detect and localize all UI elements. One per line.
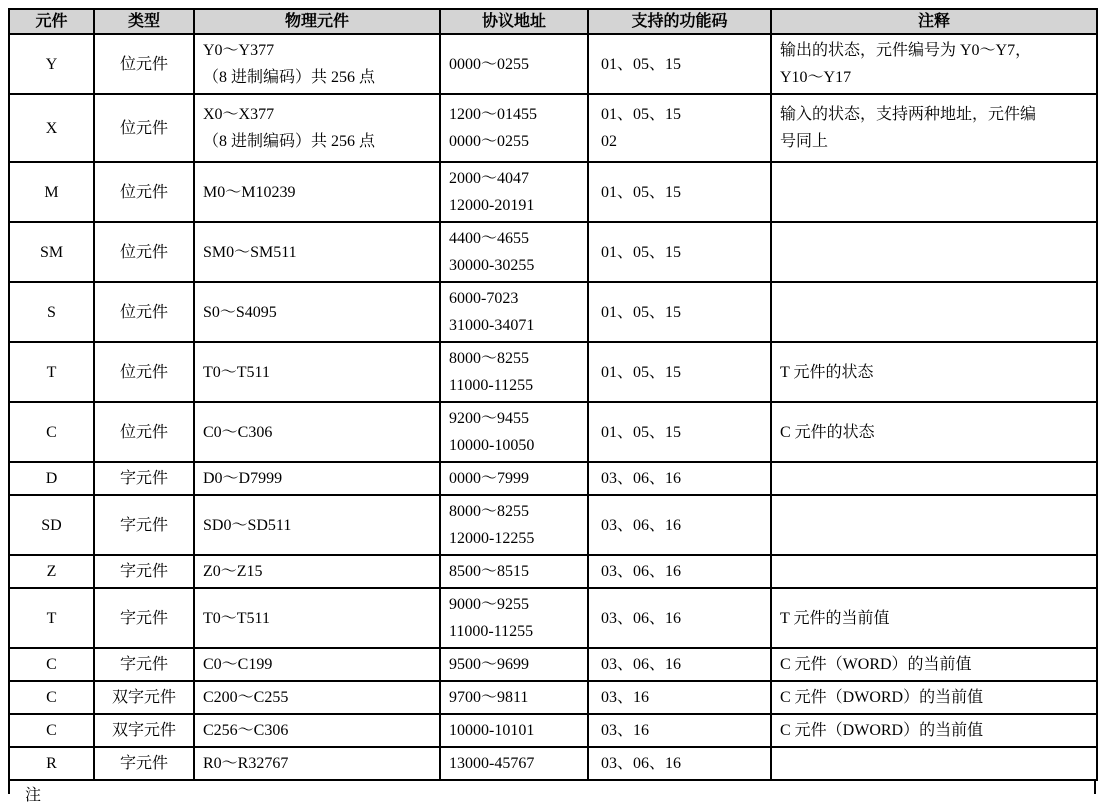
cell-comment — [771, 714, 1097, 747]
cell-address-line: 9500～9699 — [449, 656, 530, 673]
cell-address — [440, 462, 588, 495]
cell-codes-line: 01、05、15 — [601, 243, 682, 261]
cell-physical-line: （8 进制编码）共 256 点 — [203, 69, 376, 86]
cell-physical-line: C0～C306 — [203, 423, 273, 441]
cell-address-line: 9000～9255 — [449, 596, 530, 613]
cell-element: T — [9, 342, 94, 402]
table-row — [9, 495, 1097, 555]
cell-comment — [771, 555, 1097, 588]
table-row — [9, 714, 1097, 747]
cell-comment — [771, 495, 1097, 555]
cell-element: SM — [9, 222, 94, 282]
cell-address — [440, 162, 588, 222]
cell-type: 字元件 — [94, 462, 194, 495]
cell-comment — [771, 342, 1097, 402]
cell-address-line: 10000-10101 — [449, 722, 535, 739]
cell-element: SD — [9, 495, 94, 555]
cell-address — [440, 555, 588, 588]
cell-address — [440, 222, 588, 282]
cell-comment — [771, 162, 1097, 222]
table-row — [9, 342, 1097, 402]
cell-comment-line: 输入的状态，支持两种地址，元件编 — [780, 106, 1037, 123]
cell-address — [440, 34, 588, 94]
cell-address-line: 0000～7999 — [449, 470, 530, 487]
cell-comment-line: Y10～Y17 — [780, 69, 852, 86]
cell-type: 位元件 — [94, 342, 194, 402]
cell-address-line: 30000-30255 — [449, 257, 535, 274]
cell-physical-line: SD0～SD511 — [203, 516, 292, 534]
cell-codes — [588, 648, 771, 681]
modbus-address-table — [8, 8, 1098, 781]
cell-comment — [771, 747, 1097, 780]
cell-comment-line: 输出的状态，元件编号为 Y0～Y7， — [780, 42, 1032, 59]
column-header: 元件 — [9, 9, 94, 34]
column-header: 协议地址 — [440, 9, 588, 34]
cell-codes-line: 03、06、16 — [601, 516, 682, 534]
cell-comment — [771, 282, 1097, 342]
cell-codes-line: 01、05、15 — [601, 183, 682, 201]
cell-physical-line: T0～T511 — [203, 363, 270, 381]
cell-codes — [588, 495, 771, 555]
cell-codes — [588, 282, 771, 342]
table-row — [9, 94, 1097, 162]
cell-address — [440, 495, 588, 555]
cell-element: Y — [9, 34, 94, 94]
cell-comment — [771, 222, 1097, 282]
cell-address — [440, 342, 588, 402]
note-row — [8, 781, 1096, 804]
cell-type: 位元件 — [94, 282, 194, 342]
cell-codes-line: 03、06、16 — [601, 563, 682, 580]
cell-comment-line: C 元件的状态 — [780, 423, 875, 441]
cell-element: R — [9, 747, 94, 780]
cell-type: 位元件 — [94, 222, 194, 282]
table-row — [9, 747, 1097, 780]
cell-address-line: 11000-11255 — [449, 623, 534, 640]
cell-type: 字元件 — [94, 588, 194, 648]
cell-codes — [588, 681, 771, 714]
table-row — [9, 588, 1097, 648]
table-header-row — [9, 9, 1097, 34]
cell-comment — [771, 681, 1097, 714]
cell-physical-line: R0～R32767 — [203, 755, 289, 772]
table-row — [9, 681, 1097, 714]
cell-element: S — [9, 282, 94, 342]
cell-physical — [194, 555, 440, 588]
cell-comment — [771, 648, 1097, 681]
cell-physical-line: C256～C306 — [203, 722, 289, 739]
cell-codes-line: 03、06、16 — [601, 755, 682, 772]
cell-codes — [588, 342, 771, 402]
cell-address-line: 1200～01455 — [449, 106, 538, 123]
table-row — [9, 555, 1097, 588]
cell-address — [440, 747, 588, 780]
cell-codes-line: 02 — [601, 133, 617, 150]
cell-physical-line: T0～T511 — [203, 609, 270, 627]
cell-comment — [771, 588, 1097, 648]
cell-physical-line: M0～M10239 — [203, 183, 296, 201]
cell-physical — [194, 162, 440, 222]
cell-physical — [194, 222, 440, 282]
cell-physical — [194, 714, 440, 747]
cell-comment-line: T 元件的当前值 — [780, 609, 890, 627]
cell-address-line: 31000-34071 — [449, 317, 535, 334]
note-label: 注 — [25, 787, 42, 804]
cell-element: T — [9, 588, 94, 648]
cell-physical — [194, 681, 440, 714]
cell-comment-line: 号同上 — [780, 133, 829, 150]
cell-address — [440, 588, 588, 648]
cell-codes — [588, 162, 771, 222]
cell-physical — [194, 34, 440, 94]
cell-address-line: 2000～4047 — [449, 170, 530, 187]
cell-physical — [194, 648, 440, 681]
cell-type: 字元件 — [94, 747, 194, 780]
cell-element: M — [9, 162, 94, 222]
cell-type: 位元件 — [94, 402, 194, 462]
cell-address-line: 10000-10050 — [449, 437, 535, 454]
cell-codes — [588, 402, 771, 462]
document-page — [8, 8, 1096, 804]
cell-physical-line: Z0～Z15 — [203, 563, 263, 580]
cell-codes-line: 03、06、16 — [601, 470, 682, 487]
cell-element: C — [9, 648, 94, 681]
cell-type: 位元件 — [94, 94, 194, 162]
cell-address-line: 12000-20191 — [449, 197, 535, 214]
cell-comment — [771, 34, 1097, 94]
cell-codes-line: 01、05、15 — [601, 55, 682, 73]
cell-address-line: 4400～4655 — [449, 230, 530, 247]
cell-physical-line: C0～C199 — [203, 656, 273, 673]
cell-codes-line: 01、05、15 — [601, 106, 682, 123]
cell-address — [440, 648, 588, 681]
cell-physical-line: SM0～SM511 — [203, 243, 297, 261]
cell-element: C — [9, 402, 94, 462]
cell-comment-line: T 元件的状态 — [780, 363, 874, 381]
cell-element: Z — [9, 555, 94, 588]
cell-physical — [194, 402, 440, 462]
cell-codes — [588, 555, 771, 588]
cell-codes-line: 03、06、16 — [601, 609, 682, 627]
column-header: 物理元件 — [194, 9, 440, 34]
cell-codes-line: 03、16 — [601, 689, 650, 706]
table-row — [9, 34, 1097, 94]
cell-codes-line: 01、05、15 — [601, 363, 682, 381]
cell-address — [440, 94, 588, 162]
cell-address-line: 13000-45767 — [449, 755, 535, 772]
cell-element: D — [9, 462, 94, 495]
column-header: 类型 — [94, 9, 194, 34]
cell-type: 字元件 — [94, 495, 194, 555]
cell-type: 字元件 — [94, 555, 194, 588]
cell-codes — [588, 747, 771, 780]
cell-comment-line: C 元件（WORD）的当前值 — [780, 656, 972, 673]
table-row — [9, 648, 1097, 681]
cell-comment — [771, 402, 1097, 462]
cell-codes-line: 01、05、15 — [601, 423, 682, 441]
cell-physical-line: S0～S4095 — [203, 303, 277, 321]
cell-codes — [588, 34, 771, 94]
cell-type: 双字元件 — [94, 714, 194, 747]
cell-comment-line: C 元件（DWORD）的当前值 — [780, 722, 984, 739]
cell-codes — [588, 714, 771, 747]
cell-comment — [771, 462, 1097, 495]
cell-element: X — [9, 94, 94, 162]
cell-address-line: 0000～0255 — [449, 55, 530, 73]
cell-physical — [194, 282, 440, 342]
cell-address-line: 8000～8255 — [449, 350, 530, 367]
cell-physical — [194, 342, 440, 402]
column-header: 支持的功能码 — [588, 9, 771, 34]
cell-comment-line: C 元件（DWORD）的当前值 — [780, 689, 984, 706]
table-row — [9, 222, 1097, 282]
cell-type: 双字元件 — [94, 681, 194, 714]
cell-address — [440, 282, 588, 342]
cell-physical — [194, 94, 440, 162]
cell-address-line: 11000-11255 — [449, 377, 534, 394]
cell-address — [440, 402, 588, 462]
cell-address-line: 0000～0255 — [449, 133, 530, 150]
cell-element: C — [9, 714, 94, 747]
column-header: 注释 — [771, 9, 1097, 34]
cell-address-line: 6000-7023 — [449, 290, 519, 307]
cell-comment — [771, 94, 1097, 162]
cell-codes — [588, 94, 771, 162]
cell-codes — [588, 588, 771, 648]
cell-codes — [588, 462, 771, 495]
cell-codes-line: 03、06、16 — [601, 656, 682, 673]
cell-codes-line: 01、05、15 — [601, 303, 682, 321]
cell-codes-line: 03、16 — [601, 722, 650, 739]
cell-physical-line: （8 进制编码）共 256 点 — [203, 133, 376, 150]
cell-physical-line: X0～X377 — [203, 106, 275, 123]
cell-address-line: 9700～9811 — [449, 689, 529, 706]
cell-physical-line: C200～C255 — [203, 689, 289, 706]
cell-type: 位元件 — [94, 162, 194, 222]
cell-physical-line: D0～D7999 — [203, 470, 283, 487]
cell-type: 位元件 — [94, 34, 194, 94]
cell-element: C — [9, 681, 94, 714]
cell-address — [440, 714, 588, 747]
cell-physical — [194, 495, 440, 555]
cell-physical — [194, 747, 440, 780]
cell-physical-line: Y0～Y377 — [203, 42, 275, 59]
cell-address-line: 8000～8255 — [449, 503, 530, 520]
cell-type: 字元件 — [94, 648, 194, 681]
cell-codes — [588, 222, 771, 282]
cell-address-line: 12000-12255 — [449, 530, 535, 547]
cell-physical — [194, 588, 440, 648]
table-row — [9, 462, 1097, 495]
table-row — [9, 162, 1097, 222]
cell-address — [440, 681, 588, 714]
table-row — [9, 402, 1097, 462]
cell-physical — [194, 462, 440, 495]
cell-address-line: 8500～8515 — [449, 563, 530, 580]
cell-address-line: 9200～9455 — [449, 410, 530, 427]
table-row — [9, 282, 1097, 342]
